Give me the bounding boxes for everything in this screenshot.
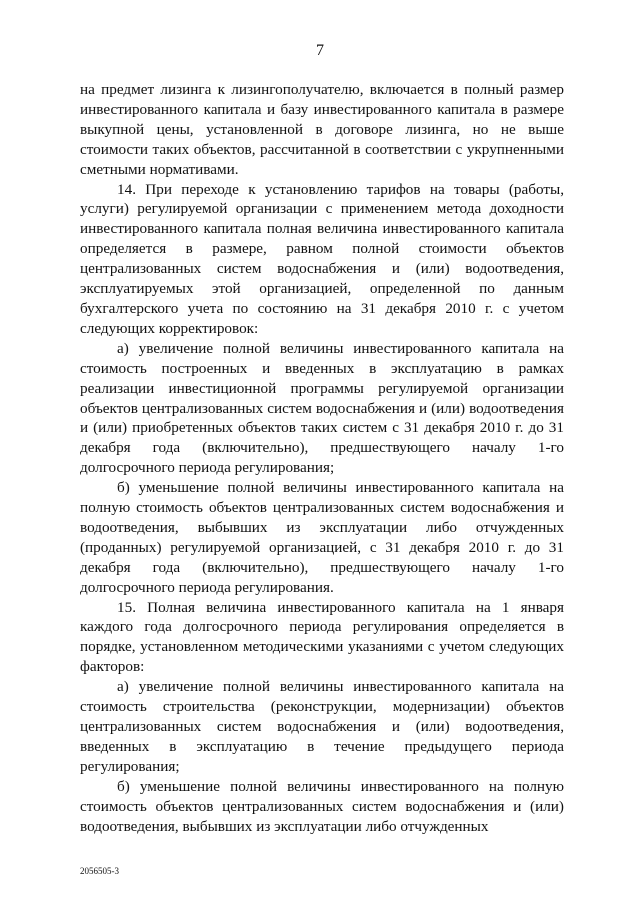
paragraph-15-b: б) уменьшение полной величины инвестированного на полную стоимость объектов централизованных систем водоснабжения и (или) водоотведения, выбывших из эксплуатации либо отчужденных (80, 777, 564, 835)
paragraph-14-a: а) увеличение полной величины инвестированного капитала на стоимость построенных и введенных в эксплуатацию в рамках реализации инвестиционной программы регулируемой организации объектов централизованных систем водоснабжения и (или) водоотведения и (или) приобретенных объектов таких систем с 31 декабря 2010 г. до 31 декабря года (включительно), предшествующего началу 1-го долгосрочного периода регулирования; (80, 339, 564, 477)
page-number: 7 (316, 42, 324, 59)
paragraph-continuation: на предмет лизинга к лизингополучателю, включается в полный размер инвестированного капитала и базу инвестированного капитала в размере выкупной цены, установленной в договоре лизинга, но не выше стоимости таких объектов, рассчитанной в соответствии с укрупненными сметными нормативами. (80, 81, 564, 178)
paragraph-item-14: 14. При переходе к установлению тарифов на товары (работы, услуги) регулируемой организации с применением метода доходности инвестированного капитала полная величина инвестированного капитала определяется в размере, равном полной стоимости объектов централизованных систем водоснабжения и (или) водоотведения, эксплуатируемых этой организацией, определенной по данным бухгалтерского учета по состоянию на 31 декабря 2010 г. с учетом следующих корректировок: (80, 180, 564, 337)
body-text (80, 80, 564, 836)
paragraph-item-15: 15. Полная величина инвестированного капитала на 1 января каждого года долгосрочного периода регулирования определяется в порядке, установленном методическими указаниями с учетом следующих факторов: (80, 598, 564, 676)
document-code: 2056505-3 (80, 866, 119, 876)
paragraph-14-b: б) уменьшение полной величины инвестированного капитала на полную стоимость объектов централизованных систем водоснабжения и водоотведения, выбывших из эксплуатации либо отчужденных (проданных) регулируемой организацией, с 31 декабря 2010 г. до 31 декабря года (включительно), предшествующего началу 1-го долгосрочного периода регулирования. (80, 479, 564, 596)
paragraph-15-a: а) увеличение полной величины инвестированного капитала на стоимость строительства (реконструкции, модернизации) объектов централизованных систем водоснабжения и (или) водоотведения, введенных в эксплуатацию в течение предыдущего периода регулирования; (80, 678, 564, 775)
